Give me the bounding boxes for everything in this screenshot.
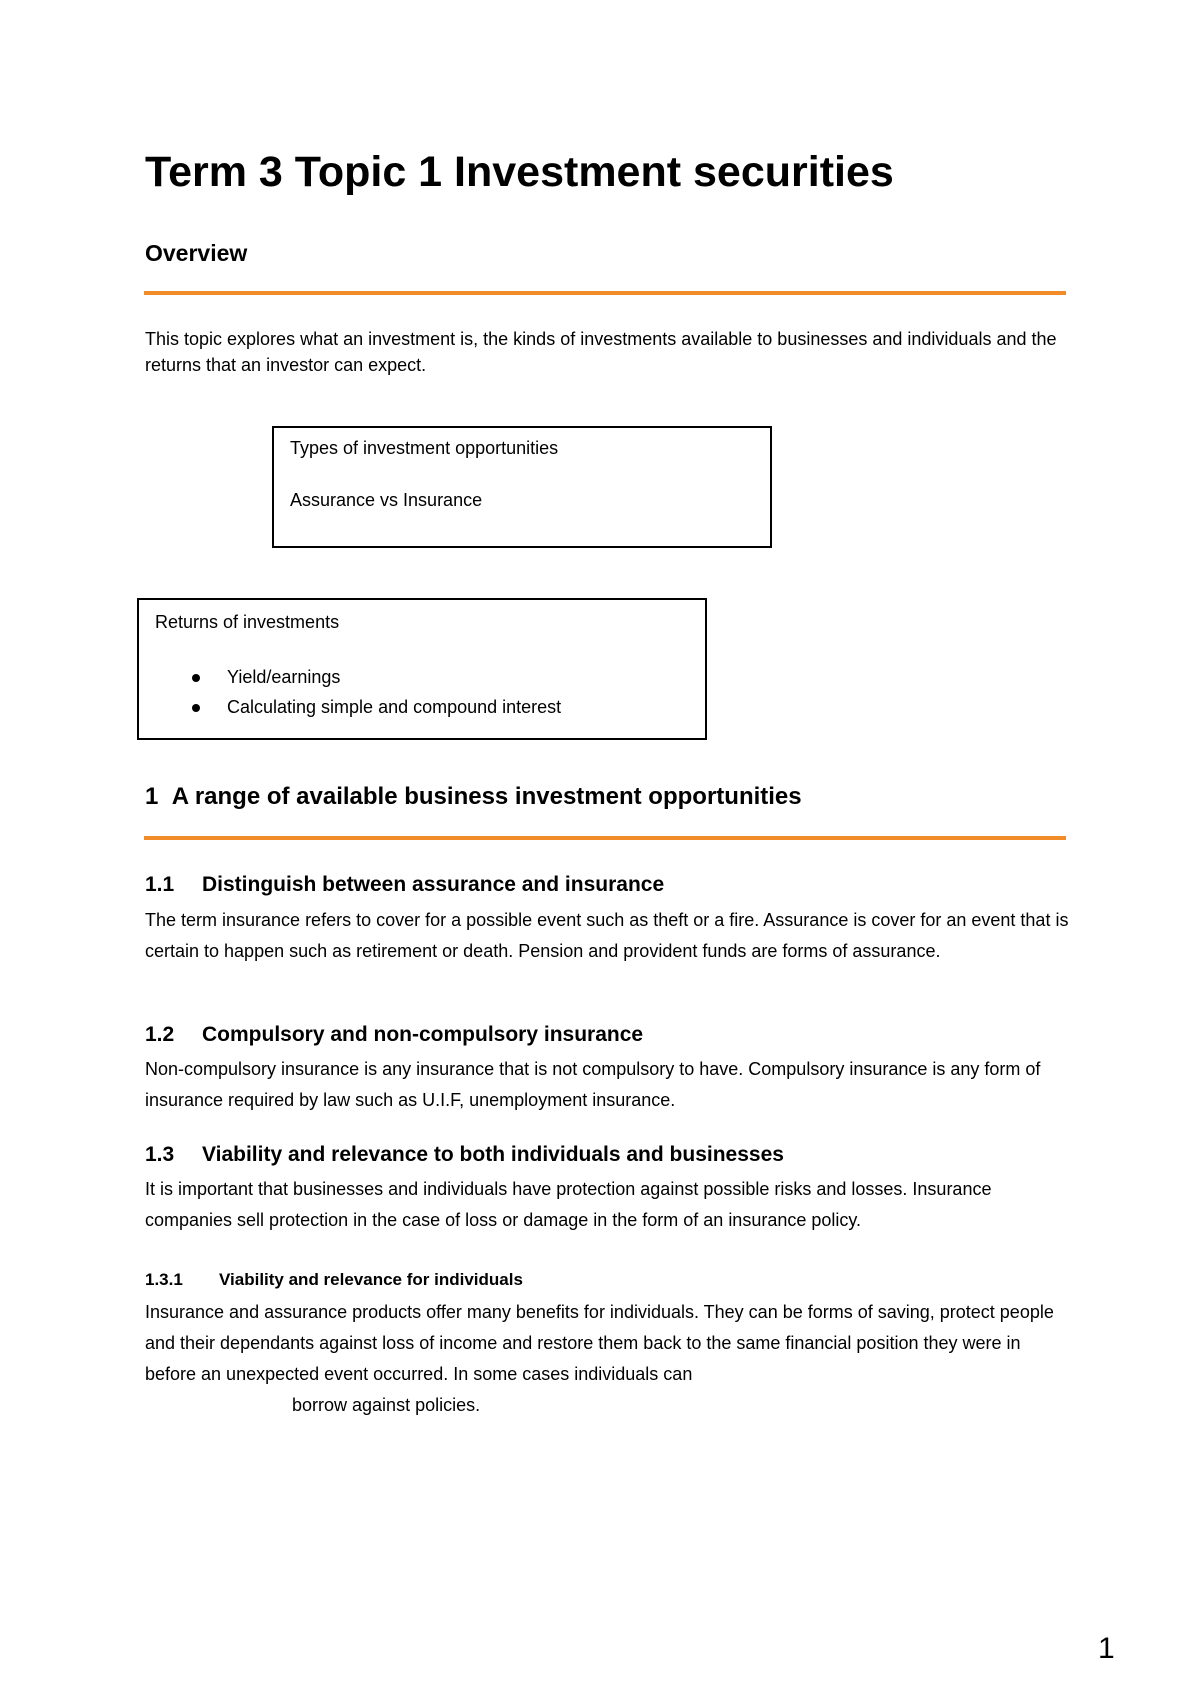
assurance-vs-insurance-label: Assurance vs Insurance <box>290 490 483 510</box>
overview-paragraph: This topic explores what an investment is, the kinds of investments available to businesses and individuals and the returns that an investor can expect. <box>145 329 1057 375</box>
subsection-number: 1.3 <box>145 1143 175 1166</box>
overview-heading: Overview <box>145 240 248 266</box>
list-item: Calculating simple and compound interest <box>189 692 561 722</box>
paragraph-text: Insurance and assurance products offer many benefits for individuals. They can be forms of saving, protect people and their dependants against loss of income and restore them back to the same financial position they were in before an unexpected event occurred. In some cases individuals can <box>145 1302 1054 1384</box>
section-title: A range of available business investment opportunities <box>171 783 802 810</box>
subsection-1-2-paragraph: Non-compulsory insurance is any insurance that is not compulsory to have. Compulsory insurance is any form of insurance required by law such as U.I.F, unemployment insurance. <box>145 1059 1041 1110</box>
subsection-number: 1.2 <box>145 1023 175 1046</box>
subsection-1-1-paragraph: The term insurance refers to cover for a possible event such as theft or a fire. Assurance is cover for an event that is certain to happen such as retirement or death. Pension and provident funds are forms of assurance. <box>145 910 1069 961</box>
subsection-1-3-heading <box>145 1143 784 1167</box>
subsection-number: 1.1 <box>145 873 175 896</box>
subsection-1-3-1-paragraph <box>145 1297 1075 1421</box>
subsection-1-1-heading <box>145 873 664 897</box>
types-of-investment-label: Types of investment opportunities <box>290 438 559 458</box>
section-1-heading <box>145 783 802 811</box>
subsection-title: Viability and relevance to both individuals and businesses <box>202 1143 784 1166</box>
section-1-divider <box>144 836 1066 840</box>
paragraph-continuation: borrow against policies. <box>292 1395 481 1415</box>
returns-bullet-list <box>189 662 561 722</box>
subsection-1-2-heading <box>145 1023 643 1047</box>
page-title: Term 3 Topic 1 Investment securities <box>145 148 894 196</box>
subsection-1-3-1-heading <box>145 1270 523 1290</box>
subsection-title: Viability and relevance for individuals <box>219 1270 523 1289</box>
subsection-1-3-paragraph: It is important that businesses and individuals have protection against possible risks and losses. Insurance companies sell protection in the case of loss or damage in the form of an insurance policy. <box>145 1179 992 1230</box>
types-of-investment-box <box>272 426 772 548</box>
returns-of-investments-box <box>137 598 707 740</box>
page-number: 1 <box>1098 1632 1115 1665</box>
overview-divider <box>144 291 1066 295</box>
returns-heading: Returns of investments <box>155 612 340 632</box>
subsection-number: 1.3.1 <box>145 1270 183 1289</box>
list-item: Yield/earnings <box>189 662 561 692</box>
section-number: 1 <box>145 783 159 810</box>
subsection-title: Compulsory and non-compulsory insurance <box>202 1023 644 1046</box>
subsection-title: Distinguish between assurance and insurance <box>202 873 665 896</box>
